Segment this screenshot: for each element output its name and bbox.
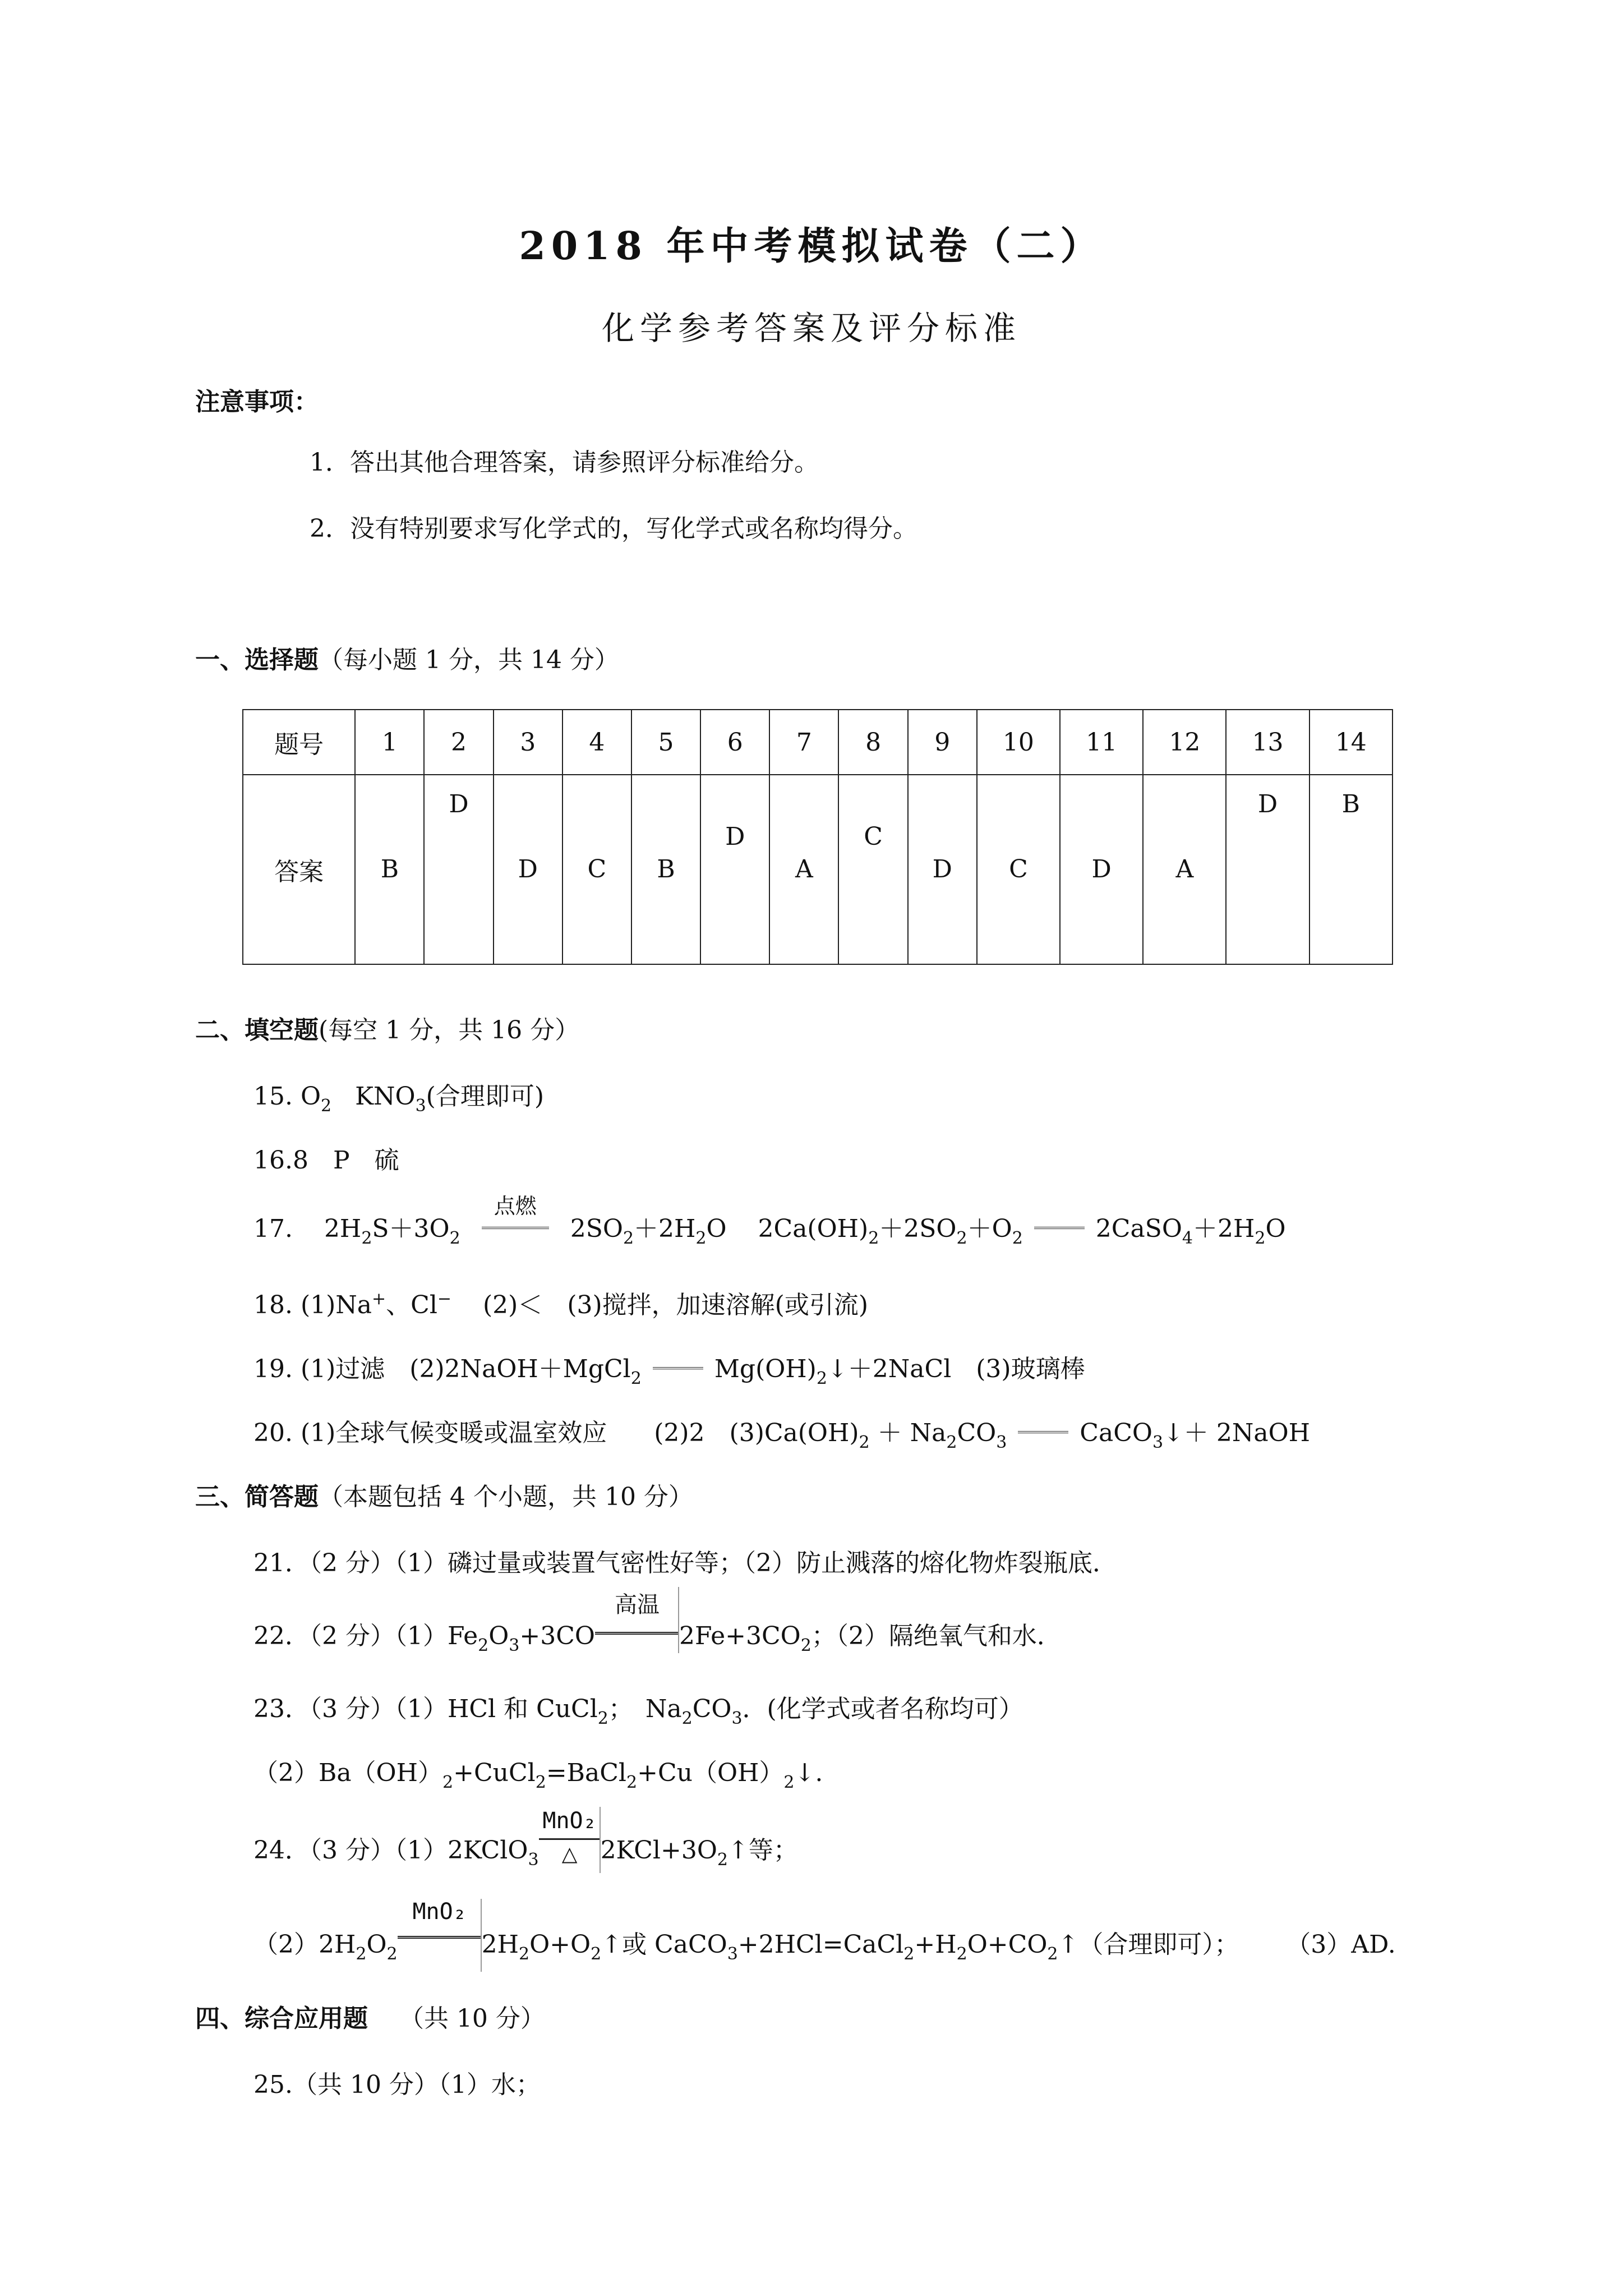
q17-sub: 2 xyxy=(1255,1228,1266,1248)
answer-cell: B xyxy=(657,855,675,884)
q17-sub: 2 xyxy=(1012,1228,1023,1248)
q24b-text: O+CO xyxy=(967,1930,1048,1959)
condition-ignite: 点燃 xyxy=(494,1194,537,1218)
question-number: 4 xyxy=(562,710,631,775)
q17-text: 2SO xyxy=(570,1214,623,1243)
answer-q19 xyxy=(253,1349,1085,1388)
answer-q16: 16.8 P 硫 xyxy=(253,1146,399,1175)
q24-text: ↑等； xyxy=(728,1836,798,1865)
answer-cell: D xyxy=(518,855,538,884)
condition-catalyst: MnO₂ xyxy=(542,1808,597,1834)
answer-q15 xyxy=(253,1076,544,1116)
q23-text: CO xyxy=(692,1695,732,1723)
q24b-sub: 2 xyxy=(903,1944,915,1964)
section1-heading xyxy=(195,639,619,675)
answer-q25: 25.（共 10 分）（1）水； xyxy=(253,2070,541,2099)
q23b-text: +CuCl xyxy=(453,1759,536,1787)
question-number: 7 xyxy=(769,710,838,775)
q15-sub: 3 xyxy=(415,1096,426,1116)
q17-number: 17. xyxy=(253,1214,293,1243)
question-number: 2 xyxy=(424,710,493,775)
q23b-text: ↓. xyxy=(794,1759,823,1787)
q18-text: (2)＜ (3)搅拌，加速溶解(或引流) xyxy=(483,1291,868,1319)
section1-title: 一、选择题 xyxy=(195,646,319,674)
q23b-sub: 2 xyxy=(535,1773,546,1792)
q20-text: CO xyxy=(957,1419,997,1447)
equals-bar xyxy=(398,1936,482,1939)
answer-cell: A xyxy=(1175,855,1194,884)
q15-text: 15. O xyxy=(253,1082,321,1111)
q24b-sub: 2 xyxy=(591,1944,602,1964)
q23b-sub: 2 xyxy=(783,1773,795,1792)
q22-sub: 2 xyxy=(800,1636,811,1655)
q19-sub: 2 xyxy=(816,1369,827,1388)
answer-table xyxy=(242,709,1393,965)
q23-sub: 2 xyxy=(597,1709,608,1728)
equals-bar xyxy=(1034,1227,1085,1229)
q18-sup: − xyxy=(437,1289,452,1309)
table-header-row xyxy=(243,710,1393,775)
q22-text: 22．（2 分）（1）Fe xyxy=(253,1622,478,1650)
fraction-bar xyxy=(539,1838,601,1840)
q15-text: KNO xyxy=(355,1082,416,1111)
q17-text: ＋2H xyxy=(1192,1214,1255,1243)
q23-text: ； Na xyxy=(608,1695,682,1723)
q18-sup: + xyxy=(372,1289,386,1309)
reaction-condition xyxy=(595,1592,679,1644)
section4-note: （共 10 分） xyxy=(399,2004,545,2033)
answer-cell: C xyxy=(587,855,607,884)
q23b-text: +Cu（OH） xyxy=(637,1759,784,1787)
section2-title: 二、填空题 xyxy=(195,1016,319,1045)
answer-cell: A xyxy=(795,855,813,884)
q24b-text: O xyxy=(366,1930,387,1959)
question-number: 9 xyxy=(908,710,977,775)
q24b-text: （3）AD. xyxy=(1286,1930,1396,1959)
section4-title: 四、综合应用题 xyxy=(195,2004,368,2033)
question-number: 6 xyxy=(700,710,769,775)
table-answer-row xyxy=(243,775,1393,964)
notice-item-2: 2．没有特别要求写化学式的，写化学式或名称均得分。 xyxy=(310,514,917,543)
q24b-text: +H xyxy=(914,1930,957,1959)
answer-cell: D xyxy=(449,790,469,818)
answer-cell: D xyxy=(725,822,745,851)
divider xyxy=(600,1807,601,1873)
q24b-text: O+O xyxy=(529,1930,591,1959)
q20-sub: 3 xyxy=(1152,1433,1164,1452)
q20-sub: 3 xyxy=(996,1433,1007,1452)
answer-cell: B xyxy=(380,855,399,884)
q23-text: ．(化学式或者名称均可） xyxy=(742,1695,1023,1723)
q15-text: (合理即可) xyxy=(426,1082,544,1111)
question-number: 11 xyxy=(1060,710,1143,775)
section2-note: (每空 1 分，共 16 分） xyxy=(319,1016,580,1045)
section4-heading xyxy=(195,1998,545,2034)
answer-q21: 21．（2 分）（1）磷过量或装置气密性好等；（2）防止溅落的熔化物炸裂瓶底． xyxy=(253,1549,1117,1577)
section3-heading xyxy=(195,1476,693,1512)
question-number: 5 xyxy=(631,710,700,775)
q17-text: O xyxy=(1265,1214,1286,1243)
q17-sub: 2 xyxy=(623,1228,634,1248)
q20-text: CaCO xyxy=(1080,1419,1152,1447)
q18-text: 、Cl xyxy=(386,1291,437,1319)
q24b-sub: 2 xyxy=(356,1944,367,1964)
q22-sub: 2 xyxy=(478,1636,489,1655)
q22-text: ；（2）隔绝氧气和水． xyxy=(811,1622,1062,1650)
q24b-sub: 2 xyxy=(519,1944,530,1964)
answer-q24 xyxy=(253,1808,798,1870)
q17-text: S＋3O xyxy=(372,1214,450,1243)
reaction-condition xyxy=(539,1808,601,1866)
q24b-text: （2）2H xyxy=(253,1930,356,1959)
notice-heading: 注意事项： xyxy=(195,388,319,416)
divider xyxy=(481,1899,482,1972)
q22-text: 2Fe+3CO xyxy=(679,1622,801,1650)
equals-bar xyxy=(653,1367,703,1369)
answer-q23-part2 xyxy=(253,1752,823,1792)
question-number: 8 xyxy=(838,710,907,775)
answer-q24-part2 xyxy=(253,1899,1396,1964)
q20-text: (2)2 (3)Ca(OH) xyxy=(654,1419,859,1447)
q20-text: ↓＋ 2NaOH xyxy=(1163,1419,1311,1447)
q24b-sub: 2 xyxy=(1047,1944,1058,1964)
answer-cell: D xyxy=(1091,855,1112,884)
answer-q23 xyxy=(253,1688,1023,1728)
q24b-sub: 3 xyxy=(727,1944,738,1964)
question-number: 3 xyxy=(494,710,562,775)
reaction-condition xyxy=(398,1899,482,1953)
q18-text: 18. (1)Na xyxy=(253,1291,372,1319)
q24b-text: +2HCl=CaCl xyxy=(737,1930,904,1959)
q23b-text: （2）Ba（OH） xyxy=(253,1759,443,1787)
divider xyxy=(678,1587,679,1653)
page-subtitle: 化学参考答案及评分标准 xyxy=(601,309,1021,347)
q17-sub: 4 xyxy=(1182,1228,1193,1248)
answer-q20 xyxy=(253,1412,1311,1452)
answer-q17 xyxy=(253,1194,1286,1248)
q24-text: 24．（3 分）（1）2KClO xyxy=(253,1836,528,1865)
section3-note: （本题包括 4 个小题，共 10 分） xyxy=(319,1483,693,1511)
q19-text: 19. (1)过滤 (2)2NaOH＋MgCl xyxy=(253,1355,631,1383)
question-number: 1 xyxy=(355,710,424,775)
equals-bar xyxy=(482,1227,549,1229)
section2-heading xyxy=(195,1010,579,1046)
q23b-sub: 2 xyxy=(442,1773,454,1792)
q17-sub: 2 xyxy=(361,1228,372,1248)
condition-heat: △ xyxy=(561,1843,578,1866)
q24b-text: 2H xyxy=(481,1930,519,1959)
q17-sub: 2 xyxy=(695,1228,707,1248)
q22-text: O xyxy=(488,1622,509,1650)
section3-title: 三、简答题 xyxy=(195,1483,319,1511)
q22-text: +3CO xyxy=(519,1622,595,1650)
q17-text: 2H xyxy=(324,1214,362,1243)
answer-cell: B xyxy=(1341,790,1360,818)
q15-sub: 2 xyxy=(321,1096,332,1116)
answer-cell: C xyxy=(864,822,883,851)
q23-sub: 3 xyxy=(731,1709,743,1728)
q20-sub: 2 xyxy=(946,1433,957,1452)
q19-text: Mg(OH) xyxy=(714,1355,817,1383)
q20-sub: 2 xyxy=(859,1433,870,1452)
question-number: 13 xyxy=(1226,710,1309,775)
question-number-label: 题号 xyxy=(243,710,355,775)
q24b-sub: 2 xyxy=(386,1944,398,1964)
q17-text: ＋O xyxy=(967,1214,1012,1243)
q23b-sub: 2 xyxy=(626,1773,638,1792)
q22-sub: 3 xyxy=(509,1636,520,1655)
answer-q18 xyxy=(253,1285,868,1320)
condition-high-temp: 高温 xyxy=(615,1592,660,1618)
q17-text: 2Ca(OH) xyxy=(758,1214,869,1243)
equals-bar xyxy=(1018,1431,1068,1433)
answer-q22 xyxy=(253,1592,1062,1655)
question-number: 10 xyxy=(977,710,1060,775)
answer-cell: C xyxy=(1009,855,1028,884)
q17-text: O xyxy=(706,1214,727,1243)
q17-text: ＋2H xyxy=(634,1214,696,1243)
answer-label: 答案 xyxy=(243,775,355,964)
q24b-sub: 2 xyxy=(956,1944,967,1964)
q23-sub: 2 xyxy=(681,1709,693,1728)
q17-text: 2CaSO xyxy=(1095,1214,1182,1243)
q17-text: ＋2SO xyxy=(879,1214,957,1243)
q19-text: ↓＋2NaCl (3)玻璃棒 xyxy=(827,1355,1085,1383)
answer-cell: D xyxy=(932,855,952,884)
q24b-text: ↑或 CaCO xyxy=(601,1930,727,1959)
q20-text: 20. (1)全球气候变暖或温室效应 xyxy=(253,1419,607,1447)
equals-bar xyxy=(595,1632,679,1635)
question-number: 14 xyxy=(1310,710,1393,775)
q17-sub: 2 xyxy=(956,1228,967,1248)
notice-item-1: 1．答出其他合理答案，请参照评分标准给分。 xyxy=(310,448,819,477)
q24-sub: 2 xyxy=(717,1850,728,1870)
q23-text: 23．（3 分）（1）HCl 和 CuCl xyxy=(253,1695,598,1723)
reaction-condition xyxy=(482,1194,549,1243)
section1-note: （每小题 1 分，共 14 分） xyxy=(319,646,619,674)
q24-text: 2KCl+3O xyxy=(600,1836,717,1865)
q24-sub: 3 xyxy=(528,1850,539,1870)
condition-catalyst: MnO₂ xyxy=(412,1899,467,1925)
answer-cell: D xyxy=(1257,790,1278,818)
q17-sub: 2 xyxy=(449,1228,460,1248)
q24b-text: ↑（合理即可）； xyxy=(1058,1930,1239,1959)
q23b-text: =BaCl xyxy=(546,1759,626,1787)
q17-sub: 2 xyxy=(868,1228,879,1248)
page-title: 2018 年中考模拟试卷（二） xyxy=(519,224,1104,269)
q20-text: ＋ Na xyxy=(877,1419,947,1447)
question-number: 12 xyxy=(1143,710,1226,775)
q19-sub: 2 xyxy=(630,1369,642,1388)
